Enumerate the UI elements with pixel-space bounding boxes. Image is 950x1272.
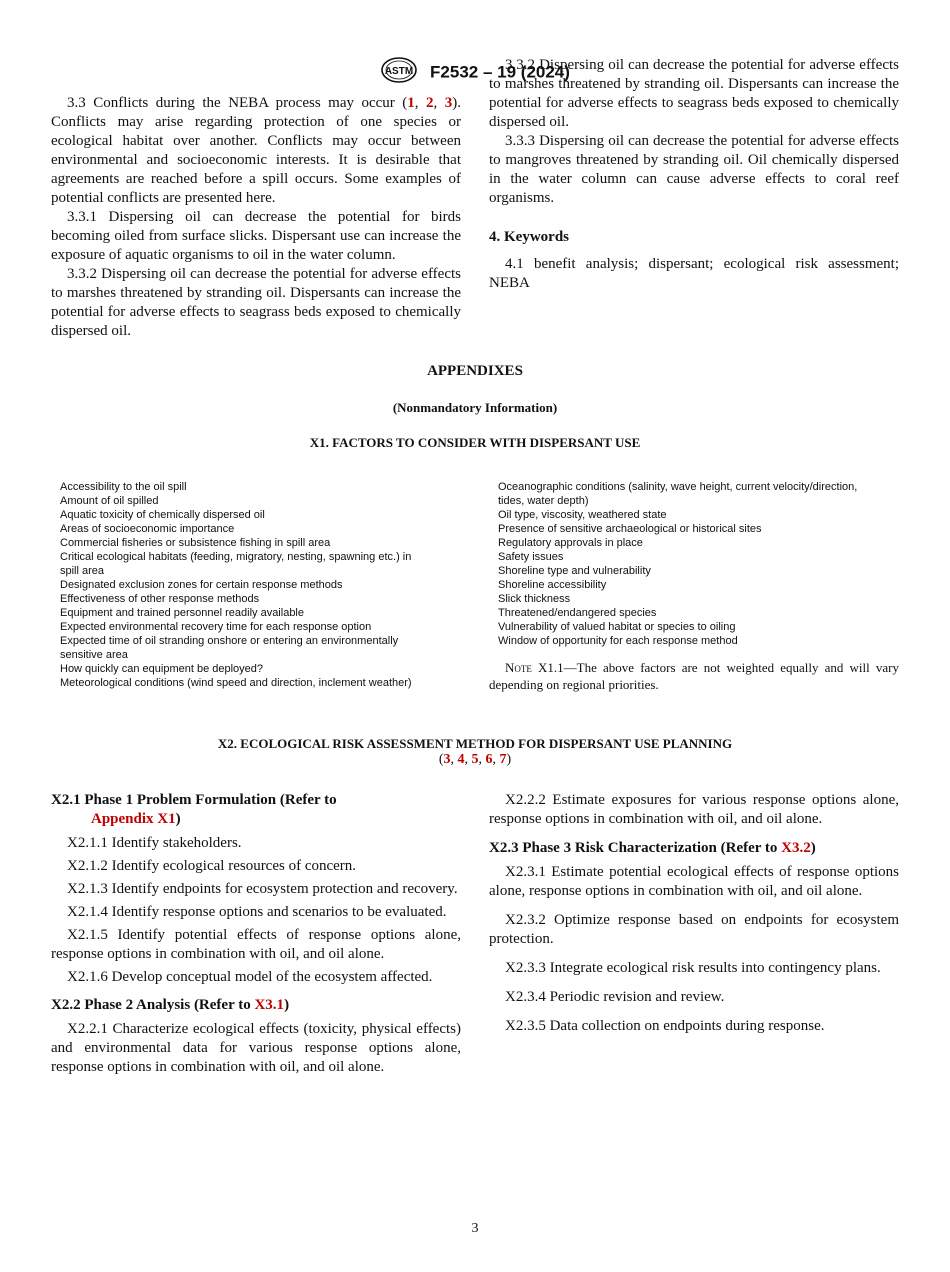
- x2-1-item: X2.1.5 Identify potential effects of response options alone, response options in combination with oil, and oil alone.: [51, 927, 461, 962]
- paragraph-3-3-3: 3.3.3 Dispersing oil can decrease the potential for adverse effects to mangroves threatened by stranding oil. Oil chemically dispersed in the water column can cause adverse effects to coral reef organisms.: [489, 133, 899, 206]
- standard-designation: F2532 – 19 (2024): [430, 62, 570, 82]
- factor-list-item: tides, water depth): [498, 495, 589, 507]
- x2-3-item: X2.3.1 Estimate potential ecological effects of response options alone, response options in combination with oil, and oil alone.: [489, 864, 899, 899]
- paragraph-3-3-1: 3.3.1 Dispersing oil can decrease the potential for birds becoming oiled from surface slicks. Dispersant use can increase the exposure of aquatic organisms to oil in the water column.: [51, 209, 461, 263]
- factor-list-item: Accessibility to the oil spill: [60, 481, 187, 493]
- factor-list-item: Presence of sensitive archaeological or historical sites: [498, 523, 762, 535]
- x2-ref-7[interactable]: 7: [499, 752, 507, 767]
- appendixes-title: APPENDIXES: [427, 363, 523, 379]
- factor-list-item: Expected environmental recovery time for each response option: [60, 621, 372, 633]
- factor-list-item: Meteorological conditions (wind speed and direction, inclement weather): [60, 677, 412, 689]
- x2-3-item: X2.3.5 Data collection on endpoints during response.: [505, 1018, 825, 1034]
- ref-link-1[interactable]: 1: [407, 95, 415, 111]
- x2-3-item: X2.3.4 Periodic revision and review.: [505, 989, 725, 1005]
- x2-ref-6[interactable]: 6: [485, 752, 493, 767]
- factor-list-item: Effectiveness of other response methods: [60, 593, 260, 605]
- factor-list-item: Shoreline type and vulnerability: [498, 565, 651, 577]
- x2-reference-list: (3, 4, 5, 6, 7): [438, 752, 512, 767]
- paragraph-x2-2-1: X2.2.1 Characterize ecological effects (toxicity, physical effects) and environmental data for various response options alone, response options in combination with oil, and oil alone.: [51, 1021, 461, 1075]
- keywords-heading: 4. Keywords: [489, 229, 569, 245]
- paragraph-3-3: 3.3 Conflicts during the NEBA process may occur (1, 2, 3). Conflicts may arise regarding protection of one species or ecological habitat over another. Conflicts may occur between environmental and socioeconomic interests. It is desirable that agreements are reached before a spill occurs. Some examples of potential conflicts are presented here.: [51, 95, 462, 206]
- x2-1-items: [51, 834, 461, 987]
- x2-3-item: X2.3.3 Integrate ecological risk results into contingency plans.: [505, 960, 881, 976]
- x3-2-link[interactable]: X3.2: [781, 840, 811, 856]
- note-x1-1: Note X1.1—The above factors are not weighted equally and will vary depending on regional priorities.: [489, 660, 899, 692]
- page-number: 3: [471, 1221, 479, 1236]
- factor-list-item: Safety issues: [498, 551, 564, 563]
- paragraph-x2-2-2: X2.2.2 Estimate exposures for various response options alone, response options in combination with oil, and oil alone.: [489, 792, 899, 827]
- factor-list-item: Oil type, viscosity, weathered state: [498, 509, 667, 521]
- x3-1-link[interactable]: X3.1: [254, 997, 285, 1013]
- factor-list-item: Equipment and trained personnel readily available: [60, 607, 304, 619]
- x2-heading: X2. ECOLOGICAL RISK ASSESSMENT METHOD FOR DISPERSANT USE PLANNING: [217, 736, 733, 751]
- x2-ref-5[interactable]: 5: [471, 752, 479, 767]
- ref-link-2[interactable]: 2: [426, 95, 434, 111]
- factor-list-item: spill area: [60, 565, 105, 577]
- factor-list-item: Oceanographic conditions (salinity, wave height, current velocity/direction,: [498, 481, 858, 493]
- x2-left-column: [51, 791, 461, 1077]
- factor-list-item: Commercial fisheries or subsistence fishing in spill area: [60, 537, 331, 549]
- x2-1-item: X2.1.1 Identify stakeholders.: [67, 835, 242, 851]
- x2-1-item: X2.1.4 Identify response options and scenarios to be evaluated.: [67, 904, 447, 920]
- astm-logo-text: ASTM: [384, 66, 414, 77]
- appendix-x1-link[interactable]: Appendix X1: [91, 811, 176, 827]
- factor-list-item: Amount of oil spilled: [60, 495, 159, 507]
- factor-list-item: Slick thickness: [498, 593, 571, 605]
- x2-3-heading: X2.3 Phase 3 Risk Characterization (Refer to X3.2): [489, 840, 816, 856]
- ref-link-3[interactable]: 3: [444, 95, 453, 111]
- paragraph-3-3-2: 3.3.2 Dispersing oil can decrease the potential for adverse effects to marshes threatened by stranding oil. Dispersants can increase the potential for adverse effects to seagrass beds exposed to chemically dispersed oil.: [51, 266, 461, 339]
- astm-logo: [380, 56, 418, 89]
- x2-3-items: [489, 863, 899, 1036]
- x2-right-column: [489, 791, 899, 1046]
- paragraph-4-1: 4.1 benefit analysis; dispersant; ecological risk assessment; NEBA: [489, 256, 899, 291]
- paragraph-3-3-2-continued: 3.3.2 Dispersing oil can decrease the potential for adverse effects to marshes threatened by stranding oil. Dispersants can increase the potential for adverse effects to seagrass beds exposed to chemically dispersed oil.: [489, 57, 899, 130]
- factor-list-item: sensitive area: [60, 649, 128, 661]
- x2-1-item: X2.1.2 Identify ecological resources of concern.: [67, 858, 357, 874]
- factor-list-item: Critical ecological habitats (feeding, migratory, nesting, spawning etc.) in: [60, 551, 412, 563]
- section-3-3-column: [51, 94, 462, 339]
- appendixes-subtitle: (Nonmandatory Information): [392, 400, 558, 415]
- x1-factor-list-left: [60, 480, 460, 690]
- x2-3-item: X2.3.2 Optimize response based on endpoints for ecosystem protection.: [489, 912, 899, 947]
- x2-1-item: X2.1.3 Identify endpoints for ecosystem protection and recovery.: [67, 881, 458, 897]
- x2-1-heading: X2.1 Phase 1 Problem Formulation (Refer to Appendix X1): [51, 792, 337, 827]
- factor-list-item: Window of opportunity for each response method: [498, 635, 738, 647]
- x1-heading: X1. FACTORS TO CONSIDER WITH DISPERSANT USE: [309, 435, 641, 450]
- factor-list-item: Areas of socioeconomic importance: [60, 523, 235, 535]
- factor-list-item: Threatened/endangered species: [498, 607, 657, 619]
- factor-list-item: Designated exclusion zones for certain response methods: [60, 579, 343, 591]
- factor-list-item: Vulnerability of valued habitat or species to oiling: [498, 621, 736, 633]
- x2-ref-4[interactable]: 4: [457, 752, 465, 767]
- x2-2-heading: X2.2 Phase 2 Analysis (Refer to X3.1): [51, 997, 290, 1013]
- factor-list-item: How quickly can equipment be deployed?: [60, 663, 264, 675]
- factor-list-item: Expected time of oil stranding onshore or entering an environmentally: [60, 635, 399, 647]
- note-label: Note: [505, 660, 532, 675]
- factor-list-item: Aquatic toxicity of chemically dispersed oil: [60, 509, 265, 521]
- factor-list-item: Regulatory approvals in place: [498, 537, 643, 549]
- x1-factor-list-right: [498, 480, 908, 648]
- factor-list-item: Shoreline accessibility: [498, 579, 607, 591]
- x2-ref-3[interactable]: 3: [443, 752, 451, 767]
- x2-1-item: X2.1.6 Develop conceptual model of the ecosystem affected.: [67, 969, 433, 985]
